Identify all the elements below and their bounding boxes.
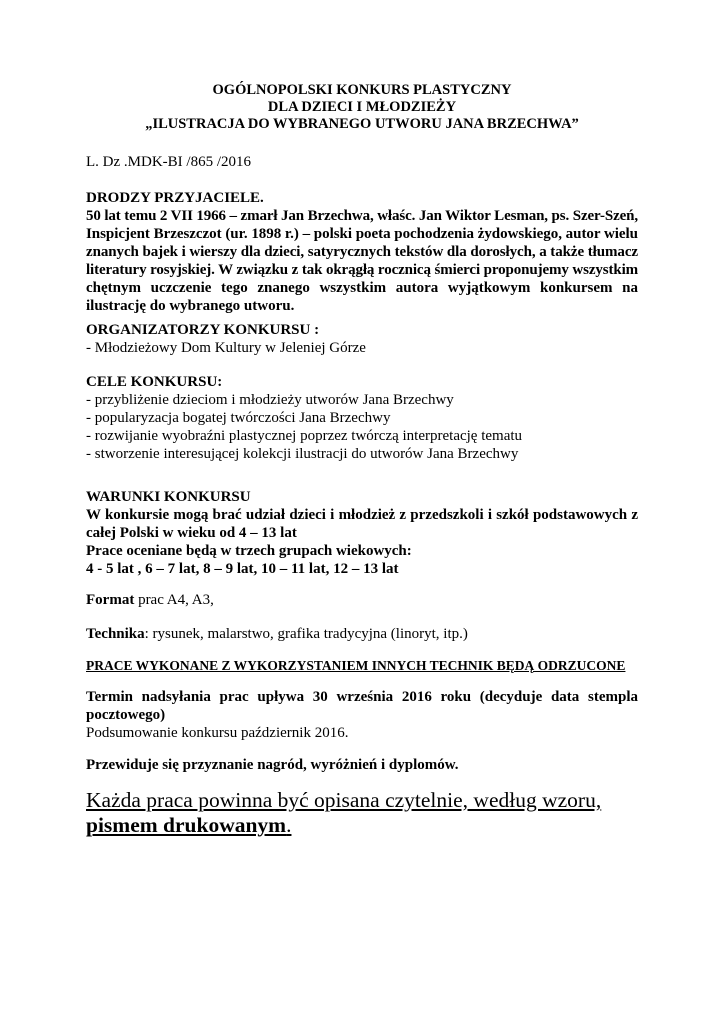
goals-list [86,391,638,463]
goals-heading: CELE KONKURSU: [86,374,223,390]
technique-value: : rysunek, malarstwo, grafika tradycyjna (linoryt, itp.) [144,626,468,642]
intro-line: literatury rosyjskiej. W związku z tak okrągłą rocznicą śmierci proponujemy wszystkim [86,262,638,278]
organizers-list [86,339,638,357]
document-title [0,82,724,133]
note-line-1: Każda praca powinna być opisana czytelnie, według wzoru, [86,788,602,812]
intro-line: znanych bajek i wierszy dla dzieci, satyrycznych tekstów dla dorosłych, a także tłumacz [86,244,638,260]
intro-section [86,189,638,315]
intro-line: ilustrację do wybranego utworu. [86,298,295,314]
conditions-line: 4 - 5 lat , 6 – 7 lat, 8 – 9 lat, 10 – 11 lat, 12 – 13 lat [86,561,399,577]
conditions-heading: WARUNKI KONKURSU [86,489,251,505]
conditions-line: całej Polski w wieku od 4 – 13 lat [86,525,297,541]
format-label: Format [86,592,135,608]
title-line-2: DLA DZIECI I MŁODZIEŻY [267,99,457,115]
list-item: - stworzenie interesującej kolekcji ilustracji do utworów Jana Brzechwy [86,446,519,462]
deadline-section [86,688,638,742]
warning-notice: PRACE WYKONANE Z WYKORZYSTANIEM INNYCH TECHNIK BĘDĄ ODRZUCONE [86,658,626,673]
deadline-paragraph [86,688,638,724]
format-value: prac A4, A3, [134,592,214,608]
list-item: - przybliżenie dzieciom i młodzieży utworów Jana Brzechwy [86,392,454,408]
title-line-3: „ILUSTRACJA DO WYBRANEGO UTWORU JANA BRZECHWA” [145,116,579,132]
note-end: . [286,813,292,837]
technique-label: Technika [86,626,145,642]
description-note [86,788,686,838]
intro-line: chętnym uczczenie tego znanego wszystkim autora wyjątkowym konkursem na [86,280,638,296]
title-line-1: OGÓLNOPOLSKI KONKURS PLASTYCZNY [212,82,512,98]
note-line-2 [86,813,686,838]
intro-line: Inspicjent Brzeszczot (ur. 1898 r.) – polski poeta pochodzenia żydowskiego, autor wielu [86,226,638,242]
goals-section [86,373,638,463]
intro-line: 50 lat temu 2 VII 1966 – zmarł Jan Brzechwa, właśc. Jan Wiktor Lesman, ps. Szer-Szeń, [86,208,638,224]
format-line [86,591,638,609]
technique-line [86,625,638,643]
conditions-line: W konkursie mogą brać udział dzieci i młodzież z przedszkoli i szkół podstawowych z [86,507,638,523]
organizers-heading: ORGANIZATORZY KONKURSU : [86,322,320,338]
intro-paragraph [86,207,638,315]
organizers-section [86,321,638,357]
intro-greeting: DRODZY PRZYJACIELE. [86,190,264,206]
summary-date: Podsumowanie konkursu październik 2016. [86,725,349,741]
list-item: - rozwijanie wyobraźni plastycznej poprzez twórczą interpretację tematu [86,428,523,444]
conditions-paragraph [86,506,638,578]
deadline-line-1: Termin nadsyłania prac upływa 30 września 2016 roku (decyduje data stempla [86,689,638,705]
deadline-line-2: pocztowego) [86,707,166,723]
reference-number: L. Dz .MDK-BI /865 /2016 [86,154,251,170]
note-emphasis: pismem drukowanym [86,813,287,837]
list-item: - popularyzacja bogatej twórczości Jana Brzechwy [86,410,391,426]
prizes-line: Przewiduje się przyznanie nagród, wyróżnień i dyplomów. [86,757,459,773]
conditions-section [86,488,638,578]
list-item: - Młodzieżowy Dom Kultury w Jeleniej Górze [86,340,366,356]
conditions-line: Prace oceniane będą w trzech grupach wiekowych: [86,543,412,559]
